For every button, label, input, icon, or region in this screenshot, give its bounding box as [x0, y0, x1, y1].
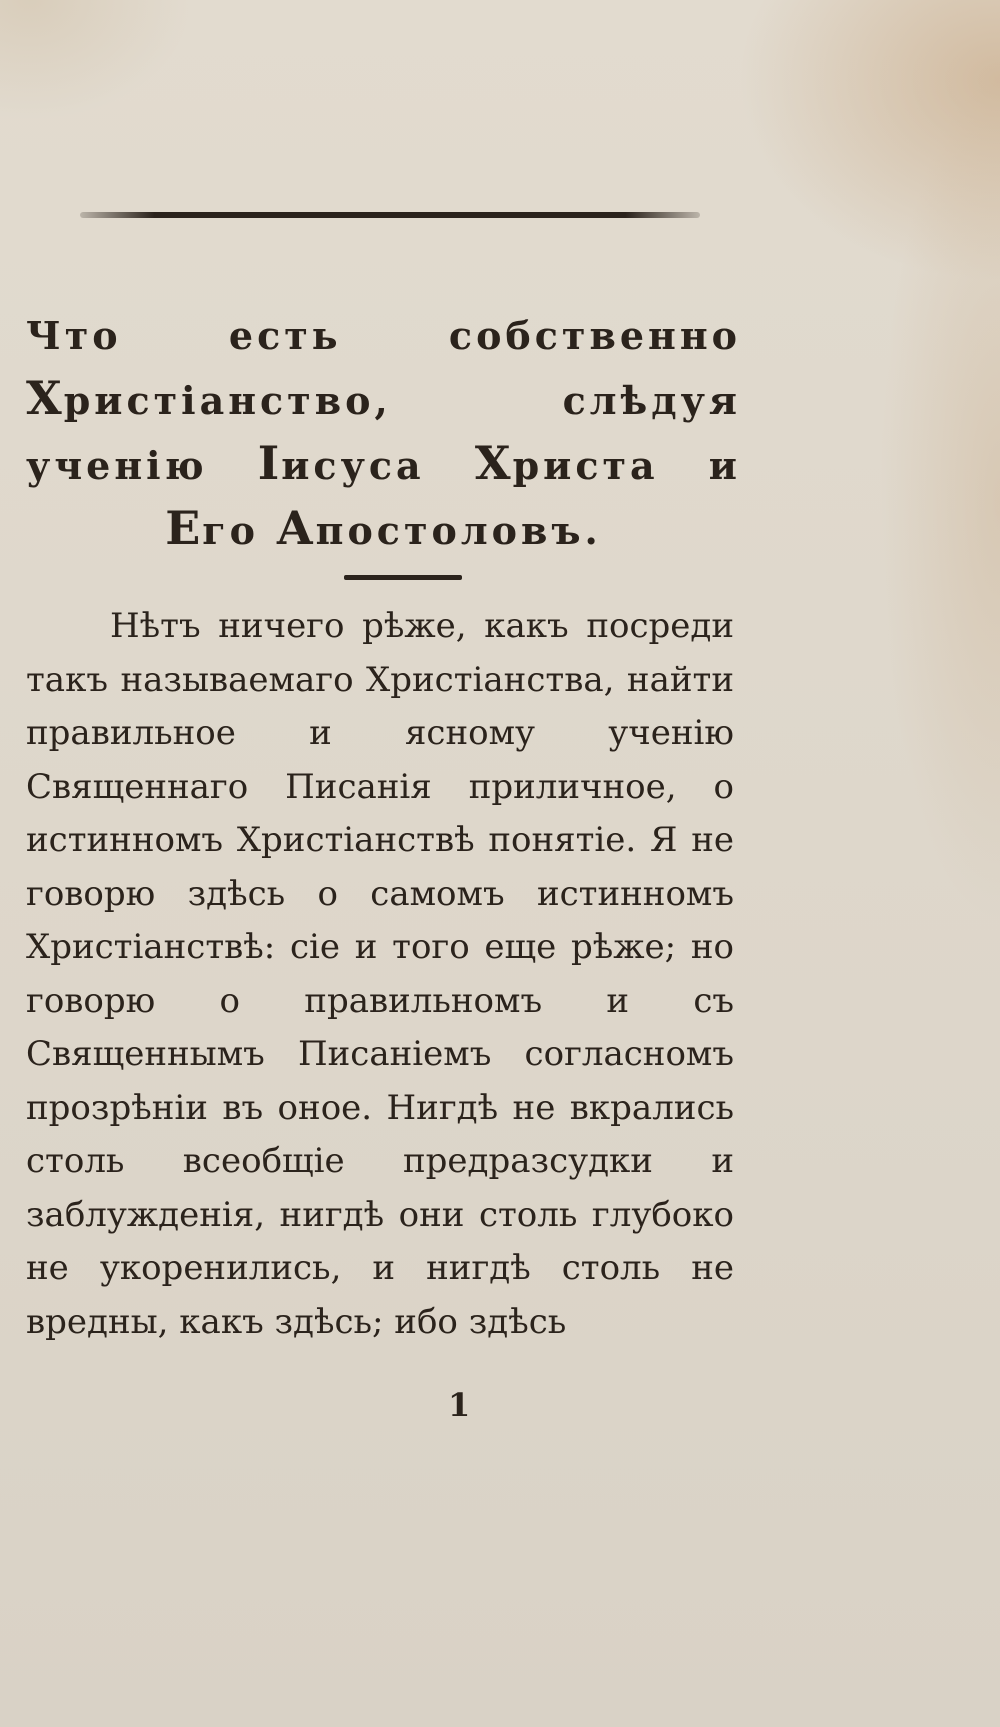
title-part: исуса [281, 443, 475, 488]
page-number: 1 [448, 1386, 471, 1424]
body-paragraph: Нѣтъ ничего рѣже, какъ посреди такъ называемаго Христіанства, найти правильное и ясному ученію Священнаго Писанія приличное, о истинномъ Христіанствѣ понятіе. Я не говорю здѣсь о самомъ истинномъ Христіанствѣ: сіе и того еще рѣже; но говорю о правильномъ и съ Священнымъ Писаніемъ согласномъ прозрѣніи въ оное. Нигдѣ не вкрались столь всеобщіе предразсудки и заблужденія, нигдѣ они столь глубоко не укоренились, и нигдѣ столь не вредны, какъ здѣсь; ибо здѣсь [26, 606, 734, 1342]
title-part: Что есть собственно [26, 313, 741, 358]
title-capital: А [276, 501, 316, 555]
title-part: риста и [512, 443, 741, 488]
title-capital: Х [474, 436, 513, 490]
title-part: ристіанство, слѣдуя ученію [26, 378, 741, 488]
title-part: постоловъ. [315, 508, 602, 553]
title-capital: Е [165, 501, 203, 555]
title-part: го [202, 508, 277, 553]
title-separator-rule [344, 575, 462, 580]
title-capital: І [257, 436, 282, 490]
title-capital: Х [26, 371, 64, 425]
top-ornamental-rule [80, 212, 700, 218]
chapter-title [26, 305, 741, 562]
